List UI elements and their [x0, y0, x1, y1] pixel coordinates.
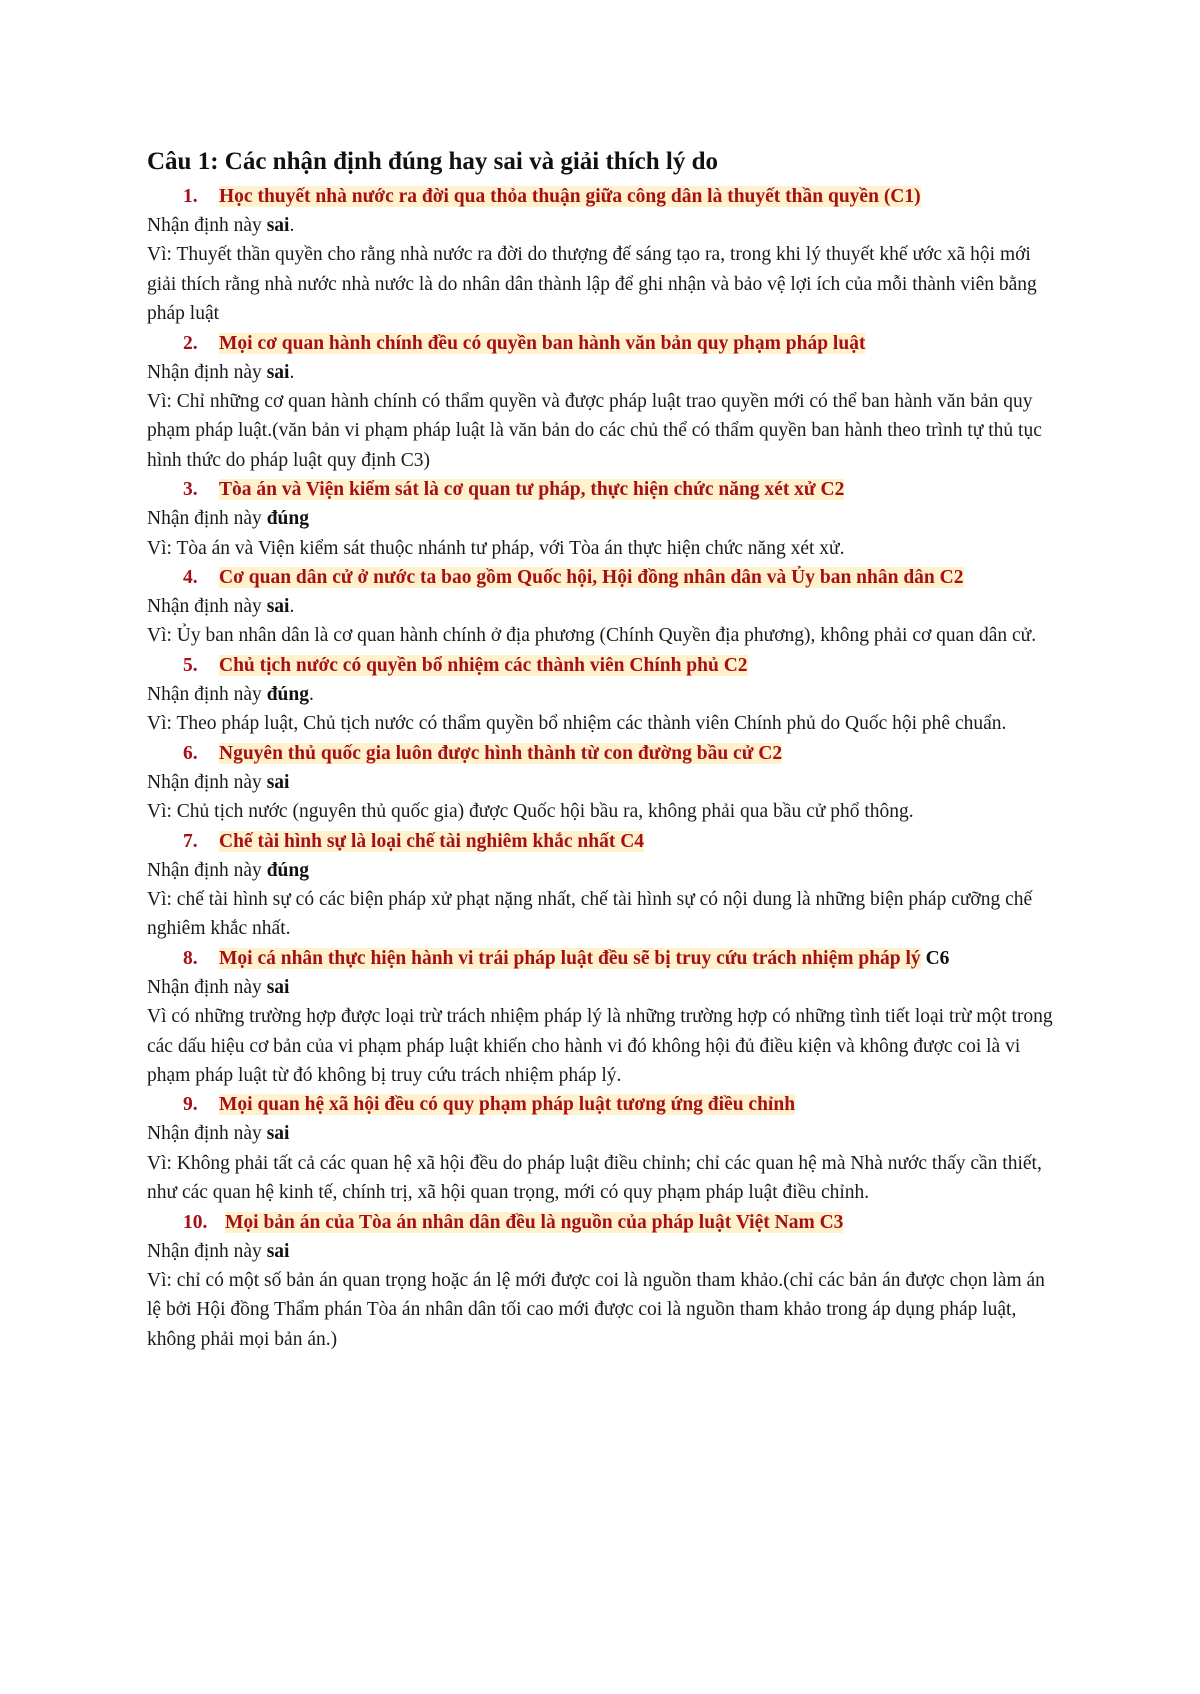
statement-question-text: Mọi quan hệ xã hội đều có quy phạm pháp luật tương ứng điều chỉnh [219, 1094, 796, 1116]
statement-question [147, 651, 1062, 680]
statement-question-text: Cơ quan dân cử ở nước ta bao gồm Quốc hội, Hội đồng nhân dân và Ủy ban nhân dân C2 [219, 567, 964, 589]
statement-item [147, 944, 1062, 1091]
statement-question [147, 1090, 1062, 1119]
statement-question-text: Mọi bản án của Tòa án nhân dân đều là nguồn của pháp luật Việt Nam C3 [225, 1211, 844, 1233]
statement-question-text: Tòa án và Viện kiểm sát là cơ quan tư pháp, thực hiện chức năng xét xử C2 [219, 479, 845, 501]
statement-item [147, 563, 1062, 651]
statement-number: 10. [183, 1211, 208, 1233]
verdict-value: sai [266, 1123, 290, 1145]
statement-question [147, 475, 1062, 504]
statement-question-text: Chế tài hình sự là loại chế tài nghiêm khắc nhất C4 [219, 830, 645, 852]
statement-number: 9. [183, 1094, 198, 1116]
verdict-line: Nhận định này sai [147, 976, 290, 998]
statement-question [147, 1208, 1062, 1237]
explanation-text: Vì có những trường hợp được loại trừ trách nhiệm pháp lý là những trường hợp có những tình tiết loại trừ một trong các dấu hiệu cơ bản của vi phạm pháp luật khiến cho hành vi đó không hội đủ điều kiện và không được coi là vi phạm pháp luật từ đó không bị truy cứu trách nhiệm pháp lý. [147, 1006, 1053, 1086]
statement-question-text: Mọi cá nhân thực hiện hành vi trái pháp luật đều sẽ bị truy cứu trách nhiệm pháp lý [219, 947, 921, 969]
statement-question [147, 739, 1062, 768]
statement-item [147, 1090, 1062, 1207]
verdict-value: đúng [266, 683, 309, 705]
statement-question-text: Mọi cơ quan hành chính đều có quyền ban hành văn bản quy phạm pháp luật [219, 332, 866, 354]
explanation-text: Vì: chỉ có một số bản án quan trọng hoặc án lệ mới được coi là nguồn tham khảo.(chỉ các bản án được chọn làm án lệ bởi Hội đồng Thẩm phán Tòa án nhân dân tối cao mới được coi là nguồn tham khảo trong áp dụng pháp luật, không phải mọi bản án.) [147, 1269, 1045, 1350]
verdict-value: sai [266, 976, 290, 998]
statement-question [147, 182, 1062, 211]
chapter-tag: C2 [758, 742, 783, 764]
explanation-text: Vì: Không phải tất cả các quan hệ xã hội đều do pháp luật điều chỉnh; chỉ các quan hệ mà Nhà nước thấy cần thiết, như các quan hệ kinh tế, chính trị, xã hội quan trọng, mới có quy phạm pháp luật điều chỉnh. [147, 1152, 1042, 1204]
document-body [147, 146, 1062, 1354]
explanation-text: Vì: chế tài hình sự có các biện pháp xử phạt nặng nhất, chế tài hình sự có nội dung là những biện pháp cưỡng chế nghiêm khắc nhất. [147, 888, 1033, 940]
statement-question-text: Chủ tịch nước có quyền bổ nhiệm các thành viên Chính phủ C2 [219, 654, 748, 676]
statement-number: 2. [183, 332, 198, 354]
statement-item [147, 329, 1062, 476]
statement-number: 3. [183, 479, 198, 501]
verdict-value: đúng [266, 859, 309, 881]
chapter-tag: C2 [723, 654, 748, 676]
verdict-line: Nhận định này sai. [147, 361, 295, 383]
statement-question-text: Học thuyết nhà nước ra đời qua thỏa thuận giữa công dân là thuyết thần quyền (C1) [219, 186, 921, 207]
statement-question [147, 329, 1062, 358]
statement-item [147, 827, 1062, 944]
verdict-line: Nhận định này đúng [147, 508, 309, 530]
verdict-line: Nhận định này đúng. [147, 683, 314, 705]
verdict-value: đúng [266, 508, 309, 530]
verdict-value: sai [266, 1240, 290, 1262]
statement-number: 5. [183, 654, 198, 676]
statement-item [147, 1208, 1062, 1355]
verdict-value: sai [266, 596, 290, 618]
statement-question [147, 944, 1062, 973]
chapter-tag: C3 [819, 1211, 844, 1233]
statement-item [147, 475, 1062, 563]
explanation-text: Vì: Chỉ những cơ quan hành chính có thẩm quyền và được pháp luật trao quyền mới có thể ban hành văn bản quy phạm pháp luật.(văn bản vi phạm pháp luật là văn bản do các chủ thể có thẩm quyền ban hành theo trình tự thủ tục hình thức do pháp luật quy định C3) [147, 391, 1042, 471]
statement-item [147, 182, 1062, 329]
chapter-tag: C2 [939, 567, 964, 589]
verdict-line: Nhận định này sai. [147, 215, 295, 236]
statement-number: 6. [183, 742, 198, 764]
statement-number: 8. [183, 947, 198, 969]
chapter-tag: C6 [925, 947, 950, 969]
chapter-tag: C2 [820, 479, 845, 501]
verdict-line: Nhận định này sai [147, 771, 290, 793]
statement-question [147, 563, 1062, 592]
statement-number: 1. [183, 186, 198, 207]
verdict-line: Nhận định này sai. [147, 596, 295, 618]
chapter-tag: (C1) [883, 186, 921, 207]
statement-question [147, 827, 1062, 856]
statement-item [147, 739, 1062, 827]
statement-number: 4. [183, 567, 198, 589]
chapter-tag: C4 [620, 830, 645, 852]
verdict-line: Nhận định này sai [147, 1240, 290, 1262]
explanation-text: Vì: Thuyết thần quyền cho rằng nhà nước ra đời do thượng đế sáng tạo ra, trong khi lý thuyết khế ước xã hội mới giải thích rằng nhà nước nhà nước là do nhân dân thành lập để ghi nhận và bảo vệ lợi ích của mỗi thành viên bằng pháp luật [147, 244, 1037, 325]
explanation-text: Vì: Tòa án và Viện kiểm sát thuộc nhánh tư pháp, với Tòa án thực hiện chức năng xét xử. [147, 537, 845, 559]
explanation-text: Vì: Chủ tịch nước (nguyên thủ quốc gia) được Quốc hội bầu ra, không phải qua bầu cử phổ thông. [147, 801, 914, 823]
statement-item [147, 651, 1062, 739]
verdict-value: sai [266, 361, 290, 383]
verdict-line: Nhận định này sai [147, 1123, 290, 1145]
explanation-text: Vì: Theo pháp luật, Chủ tịch nước có thẩm quyền bổ nhiệm các thành viên Chính phủ do Quốc hội phê chuẩn. [147, 713, 1007, 735]
explanation-text: Vì: Ủy ban nhân dân là cơ quan hành chính ở địa phương (Chính Quyền địa phương), không phải cơ quan dân cử. [147, 625, 1037, 647]
document-title: Câu 1: Các nhận định đúng hay sai và giải thích lý do [147, 148, 719, 175]
verdict-line: Nhận định này đúng [147, 859, 309, 881]
verdict-value: sai [266, 771, 290, 793]
verdict-value: sai [266, 215, 290, 236]
statement-number: 7. [183, 830, 198, 852]
statement-question-text: Nguyên thủ quốc gia luôn được hình thành từ con đường bầu cử C2 [219, 742, 783, 764]
